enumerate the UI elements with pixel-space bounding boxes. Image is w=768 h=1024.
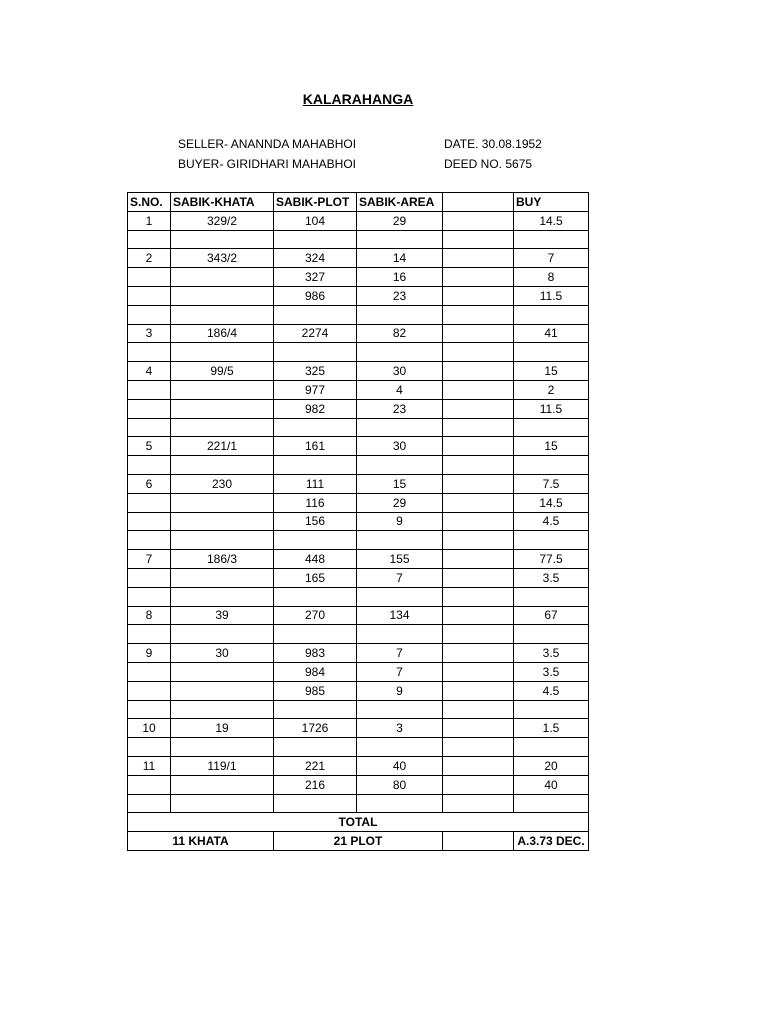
- table-row: [128, 512, 589, 531]
- header-sabik-khata: SABIK-KHATA: [171, 193, 274, 212]
- cell-sabik-khata: [171, 568, 274, 587]
- cell-sabik-area: 30: [357, 362, 443, 381]
- cell-sabik-plot: 325: [274, 362, 357, 381]
- cell-sno: 4: [128, 362, 171, 381]
- cell-sabik-khata: [171, 268, 274, 287]
- cell-sabik-khata: [171, 305, 274, 324]
- cell-sabik-khata: 30: [171, 644, 274, 663]
- cell-blank: [443, 268, 514, 287]
- cell-sabik-plot: 982: [274, 399, 357, 418]
- table-row: [128, 644, 589, 663]
- cell-blank: [443, 625, 514, 644]
- table-row: [128, 700, 589, 719]
- cell-blank: [443, 719, 514, 738]
- cell-sno: [128, 399, 171, 418]
- cell-sabik-khata: 343/2: [171, 249, 274, 268]
- table-row: [128, 362, 589, 381]
- cell-sabik-khata: 39: [171, 606, 274, 625]
- table-row: [128, 719, 589, 738]
- cell-sno: [128, 662, 171, 681]
- cell-sabik-khata: 221/1: [171, 437, 274, 456]
- cell-sabik-khata: [171, 418, 274, 437]
- table-row: [128, 230, 589, 249]
- cell-sabik-area: [357, 531, 443, 550]
- document-title: KALARAHANGA: [302, 91, 414, 107]
- cell-blank: [443, 550, 514, 569]
- cell-buy: 67: [514, 606, 589, 625]
- cell-sabik-area: [357, 418, 443, 437]
- cell-sno: [128, 625, 171, 644]
- date-line: DATE. 30.08.1952: [444, 137, 542, 151]
- cell-sabik-area: 29: [357, 493, 443, 512]
- cell-blank: [443, 474, 514, 493]
- cell-sabik-plot: [274, 700, 357, 719]
- table-row: [128, 625, 589, 644]
- table-row: [128, 775, 589, 794]
- cell-buy: [514, 456, 589, 475]
- cell-sno: 9: [128, 644, 171, 663]
- cell-buy: 11.5: [514, 399, 589, 418]
- cell-sno: [128, 380, 171, 399]
- table-row: [128, 568, 589, 587]
- cell-buy: 4.5: [514, 512, 589, 531]
- cell-sabik-area: 23: [357, 399, 443, 418]
- cell-blank: [443, 738, 514, 757]
- cell-sabik-plot: 111: [274, 474, 357, 493]
- cell-blank: [443, 211, 514, 230]
- cell-buy: [514, 625, 589, 644]
- cell-sabik-khata: [171, 286, 274, 305]
- party-info: [178, 134, 356, 174]
- cell-buy: 2: [514, 380, 589, 399]
- table-body: [128, 211, 589, 813]
- table-row: [128, 756, 589, 775]
- cell-sabik-khata: 186/4: [171, 324, 274, 343]
- cell-sabik-plot: 983: [274, 644, 357, 663]
- cell-sabik-plot: [274, 305, 357, 324]
- cell-blank: [443, 493, 514, 512]
- cell-buy: 1.5: [514, 719, 589, 738]
- table-row: [128, 324, 589, 343]
- total-label: TOTAL: [128, 813, 589, 832]
- summary-blank: [443, 832, 514, 851]
- cell-buy: 4.5: [514, 681, 589, 700]
- cell-sabik-plot: 327: [274, 268, 357, 287]
- cell-sabik-khata: 186/3: [171, 550, 274, 569]
- cell-buy: 20: [514, 756, 589, 775]
- cell-sno: 3: [128, 324, 171, 343]
- cell-blank: [443, 756, 514, 775]
- cell-sabik-plot: [274, 625, 357, 644]
- cell-buy: 3.5: [514, 662, 589, 681]
- cell-sabik-plot: 984: [274, 662, 357, 681]
- cell-buy: [514, 587, 589, 606]
- cell-buy: 8: [514, 268, 589, 287]
- cell-blank: [443, 775, 514, 794]
- cell-sabik-plot: [274, 738, 357, 757]
- cell-sabik-area: [357, 305, 443, 324]
- deed-number-line: DEED NO. 5675: [444, 157, 533, 171]
- summary-khata: 11 KHATA: [128, 832, 274, 851]
- cell-sno: [128, 268, 171, 287]
- cell-sabik-plot: [274, 418, 357, 437]
- cell-sabik-khata: [171, 456, 274, 475]
- cell-blank: [443, 568, 514, 587]
- cell-sno: 7: [128, 550, 171, 569]
- cell-buy: [514, 531, 589, 550]
- cell-sabik-plot: [274, 343, 357, 362]
- cell-buy: [514, 343, 589, 362]
- table-row: [128, 474, 589, 493]
- cell-blank: [443, 230, 514, 249]
- cell-buy: [514, 230, 589, 249]
- table-row: [128, 211, 589, 230]
- cell-sabik-khata: [171, 230, 274, 249]
- cell-sabik-plot: 977: [274, 380, 357, 399]
- cell-sabik-plot: 324: [274, 249, 357, 268]
- cell-sabik-plot: 2274: [274, 324, 357, 343]
- cell-sno: 10: [128, 719, 171, 738]
- cell-sabik-khata: 99/5: [171, 362, 274, 381]
- cell-buy: 14.5: [514, 493, 589, 512]
- cell-sabik-area: 9: [357, 512, 443, 531]
- cell-sno: [128, 418, 171, 437]
- cell-sabik-area: 7: [357, 662, 443, 681]
- cell-buy: [514, 794, 589, 813]
- cell-sabik-area: 16: [357, 268, 443, 287]
- cell-sabik-khata: 119/1: [171, 756, 274, 775]
- header-sabik-area: SABIK-AREA: [357, 193, 443, 212]
- cell-sabik-khata: [171, 794, 274, 813]
- cell-blank: [443, 286, 514, 305]
- deed-info: [444, 134, 542, 174]
- cell-sabik-area: [357, 456, 443, 475]
- table-row: [128, 738, 589, 757]
- cell-sabik-plot: 161: [274, 437, 357, 456]
- table-row: [128, 286, 589, 305]
- cell-buy: 40: [514, 775, 589, 794]
- cell-sno: [128, 700, 171, 719]
- cell-sabik-area: 4: [357, 380, 443, 399]
- cell-blank: [443, 644, 514, 663]
- cell-sabik-plot: 156: [274, 512, 357, 531]
- cell-buy: 3.5: [514, 568, 589, 587]
- cell-buy: 7: [514, 249, 589, 268]
- cell-sabik-area: [357, 700, 443, 719]
- cell-sabik-area: 7: [357, 568, 443, 587]
- cell-sabik-khata: [171, 380, 274, 399]
- cell-blank: [443, 399, 514, 418]
- cell-buy: [514, 700, 589, 719]
- table-row: [128, 794, 589, 813]
- cell-sabik-khata: [171, 681, 274, 700]
- cell-sno: [128, 230, 171, 249]
- cell-sabik-area: [357, 343, 443, 362]
- cell-sabik-khata: [171, 625, 274, 644]
- cell-sabik-area: 82: [357, 324, 443, 343]
- cell-sabik-khata: [171, 587, 274, 606]
- cell-sabik-area: [357, 587, 443, 606]
- cell-sno: [128, 343, 171, 362]
- cell-sabik-plot: [274, 587, 357, 606]
- cell-sabik-plot: 1726: [274, 719, 357, 738]
- cell-sabik-plot: [274, 794, 357, 813]
- cell-sabik-plot: 216: [274, 775, 357, 794]
- cell-sabik-area: 134: [357, 606, 443, 625]
- cell-blank: [443, 531, 514, 550]
- cell-sabik-plot: 104: [274, 211, 357, 230]
- cell-sabik-plot: 448: [274, 550, 357, 569]
- cell-sabik-area: 15: [357, 474, 443, 493]
- cell-sabik-area: 7: [357, 644, 443, 663]
- summary-plot: 21 PLOT: [274, 832, 443, 851]
- cell-blank: [443, 249, 514, 268]
- cell-sabik-khata: 19: [171, 719, 274, 738]
- cell-sabik-plot: [274, 456, 357, 475]
- cell-sabik-khata: 329/2: [171, 211, 274, 230]
- cell-sabik-area: 3: [357, 719, 443, 738]
- table-row: [128, 606, 589, 625]
- cell-sno: [128, 456, 171, 475]
- cell-blank: [443, 587, 514, 606]
- cell-blank: [443, 794, 514, 813]
- table-row: [128, 456, 589, 475]
- cell-blank: [443, 662, 514, 681]
- cell-sabik-plot: 985: [274, 681, 357, 700]
- cell-blank: [443, 700, 514, 719]
- cell-blank: [443, 512, 514, 531]
- cell-sabik-khata: [171, 399, 274, 418]
- cell-buy: 15: [514, 437, 589, 456]
- table-row: [128, 437, 589, 456]
- cell-sabik-area: [357, 625, 443, 644]
- cell-sno: 2: [128, 249, 171, 268]
- cell-blank: [443, 362, 514, 381]
- cell-sabik-khata: [171, 512, 274, 531]
- cell-blank: [443, 380, 514, 399]
- cell-sabik-plot: 986: [274, 286, 357, 305]
- cell-sabik-plot: 270: [274, 606, 357, 625]
- cell-sno: [128, 286, 171, 305]
- cell-sno: [128, 512, 171, 531]
- cell-sabik-area: 80: [357, 775, 443, 794]
- seller-line: SELLER- ANANNDA MAHABHOI: [178, 137, 357, 151]
- table-row: [128, 681, 589, 700]
- cell-sno: [128, 775, 171, 794]
- table-row: [128, 249, 589, 268]
- cell-sabik-area: 155: [357, 550, 443, 569]
- cell-sno: 8: [128, 606, 171, 625]
- cell-sabik-area: [357, 738, 443, 757]
- cell-blank: [443, 681, 514, 700]
- cell-buy: [514, 305, 589, 324]
- cell-blank: [443, 437, 514, 456]
- cell-blank: [443, 606, 514, 625]
- header-sabik-plot: SABIK-PLOT: [274, 193, 357, 212]
- cell-sabik-area: 9: [357, 681, 443, 700]
- cell-blank: [443, 305, 514, 324]
- cell-sno: 6: [128, 474, 171, 493]
- cell-sabik-area: 23: [357, 286, 443, 305]
- table-row: [128, 268, 589, 287]
- table-row: [128, 662, 589, 681]
- cell-buy: 77.5: [514, 550, 589, 569]
- cell-sabik-khata: [171, 531, 274, 550]
- cell-blank: [443, 343, 514, 362]
- header-blank: [443, 193, 514, 212]
- cell-sabik-area: 29: [357, 211, 443, 230]
- cell-blank: [443, 456, 514, 475]
- cell-sno: [128, 738, 171, 757]
- cell-sabik-area: 30: [357, 437, 443, 456]
- table-row: [128, 493, 589, 512]
- cell-sabik-area: [357, 230, 443, 249]
- land-record-table: [127, 192, 589, 851]
- cell-sabik-plot: 165: [274, 568, 357, 587]
- cell-buy: [514, 738, 589, 757]
- cell-buy: 14.5: [514, 211, 589, 230]
- cell-sabik-area: [357, 794, 443, 813]
- table-row: [128, 343, 589, 362]
- cell-sabik-plot: 116: [274, 493, 357, 512]
- cell-sabik-plot: 221: [274, 756, 357, 775]
- cell-sno: 1: [128, 211, 171, 230]
- header-sno: S.NO.: [128, 193, 171, 212]
- cell-buy: [514, 418, 589, 437]
- table-row: [128, 587, 589, 606]
- cell-sabik-plot: [274, 230, 357, 249]
- cell-sabik-plot: [274, 531, 357, 550]
- cell-sno: 11: [128, 756, 171, 775]
- table-header-row: [128, 193, 589, 212]
- cell-sabik-khata: 230: [171, 474, 274, 493]
- table-row: [128, 399, 589, 418]
- header-buy: BUY: [514, 193, 589, 212]
- cell-buy: 11.5: [514, 286, 589, 305]
- summary-buy: A.3.73 DEC.: [514, 832, 589, 851]
- cell-sabik-khata: [171, 662, 274, 681]
- total-row: [128, 813, 589, 832]
- cell-buy: 3.5: [514, 644, 589, 663]
- table-row: [128, 550, 589, 569]
- cell-sabik-area: 40: [357, 756, 443, 775]
- table-row: [128, 531, 589, 550]
- cell-sno: [128, 587, 171, 606]
- cell-sabik-khata: [171, 493, 274, 512]
- buyer-line: BUYER- GIRIDHARI MAHABHOI: [178, 157, 357, 171]
- cell-buy: 7.5: [514, 474, 589, 493]
- cell-sno: [128, 681, 171, 700]
- cell-sabik-khata: [171, 700, 274, 719]
- cell-sno: [128, 305, 171, 324]
- cell-buy: 15: [514, 362, 589, 381]
- cell-sno: [128, 568, 171, 587]
- cell-sabik-area: 14: [357, 249, 443, 268]
- cell-blank: [443, 418, 514, 437]
- cell-buy: 41: [514, 324, 589, 343]
- table-row: [128, 418, 589, 437]
- cell-blank: [443, 324, 514, 343]
- cell-sabik-khata: [171, 738, 274, 757]
- cell-sabik-khata: [171, 775, 274, 794]
- summary-row: [128, 832, 589, 851]
- table-row: [128, 305, 589, 324]
- table-row: [128, 380, 589, 399]
- cell-sno: [128, 493, 171, 512]
- cell-sno: [128, 531, 171, 550]
- cell-sno: 5: [128, 437, 171, 456]
- cell-sno: [128, 794, 171, 813]
- cell-sabik-khata: [171, 343, 274, 362]
